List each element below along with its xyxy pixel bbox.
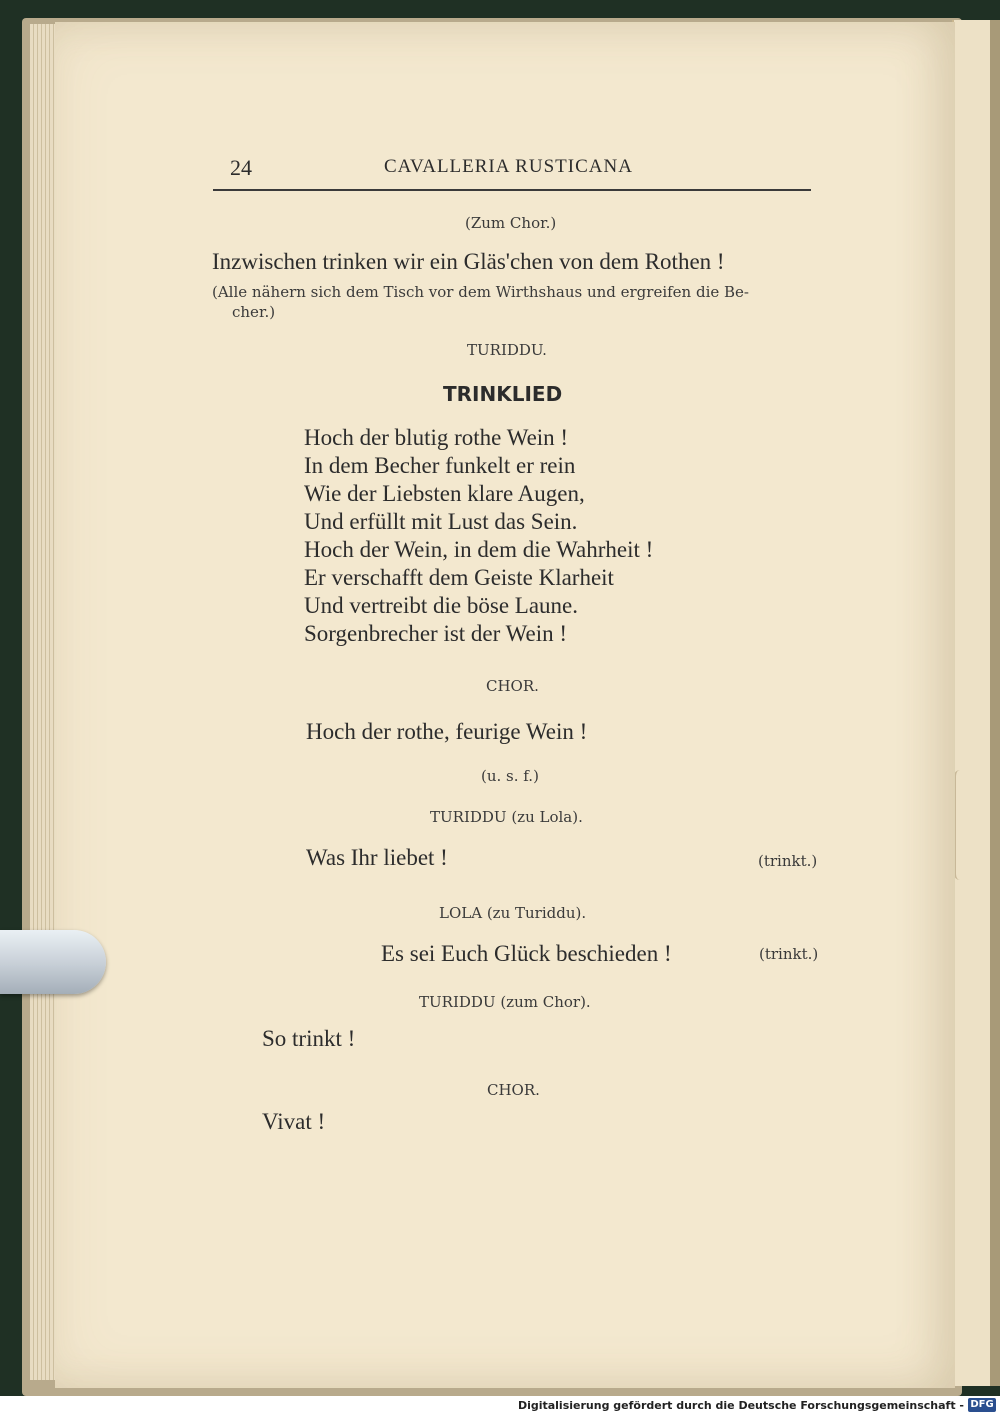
facing-page-shadow xyxy=(990,20,1000,1386)
stage-direction: (trinkt.) xyxy=(758,852,818,870)
speaker-name: TURIDDU. xyxy=(467,341,547,359)
dfg-logo: DFG xyxy=(968,1398,996,1412)
binding-thread xyxy=(954,770,970,880)
funding-credit: Digitalisierung gefördert durch die Deutsche Forschungsgemeinschaft - xyxy=(517,1399,964,1412)
speaker-name: TURIDDU (zum Chor). xyxy=(419,993,591,1011)
verse-line: Und vertreibt die böse Laune. xyxy=(304,593,578,618)
verse-line: Hoch der rothe, feurige Wein ! xyxy=(306,719,588,744)
running-title: CAVALLERIA RUSTICANA xyxy=(384,156,633,177)
verse-line: So trinkt ! xyxy=(262,1026,356,1051)
speaker-name: CHOR. xyxy=(486,677,539,695)
page-number: 24 xyxy=(230,155,252,180)
stage-direction: (Alle nähern sich dem Tisch vor dem Wirthshaus und ergreifen die Be- xyxy=(212,283,749,301)
verse-line: Hoch der Wein, in dem die Wahrheit ! xyxy=(304,537,654,562)
speaker-name: TURIDDU (zu Lola). xyxy=(430,808,583,826)
verse-line: Hoch der blutig rothe Wein ! xyxy=(304,425,569,450)
verse-line: Was Ihr liebet ! xyxy=(306,845,448,870)
scanner-thumb-clip xyxy=(0,930,106,994)
verse-line: Es sei Euch Glück beschieden ! xyxy=(381,941,672,966)
stage-direction: (trinkt.) xyxy=(759,945,819,963)
stage-direction: (Zum Chor.) xyxy=(465,214,557,232)
speaker-name: LOLA (zu Turiddu). xyxy=(439,904,587,922)
song-title: TRINKLIED xyxy=(443,382,563,406)
verse-line: Sorgenbrecher ist der Wein ! xyxy=(304,621,567,646)
page-edges xyxy=(30,24,58,1380)
stage-direction: (u. s. f.) xyxy=(481,767,539,785)
verse-line: Wie der Liebsten klare Augen, xyxy=(304,481,585,506)
verse-line: In dem Becher funkelt er rein xyxy=(304,453,576,478)
verse-line: Vivat ! xyxy=(262,1109,326,1134)
speaker-name: CHOR. xyxy=(487,1081,540,1099)
verse-line: Er verschafft dem Geiste Klarheit xyxy=(304,565,614,590)
verse-line: Inzwischen trinken wir ein Gläs'chen von dem Rothen ! xyxy=(212,249,725,274)
header-rule xyxy=(213,189,811,191)
stage-direction: cher.) xyxy=(232,303,276,321)
verse-line: Und erfüllt mit Lust das Sein. xyxy=(304,509,578,534)
